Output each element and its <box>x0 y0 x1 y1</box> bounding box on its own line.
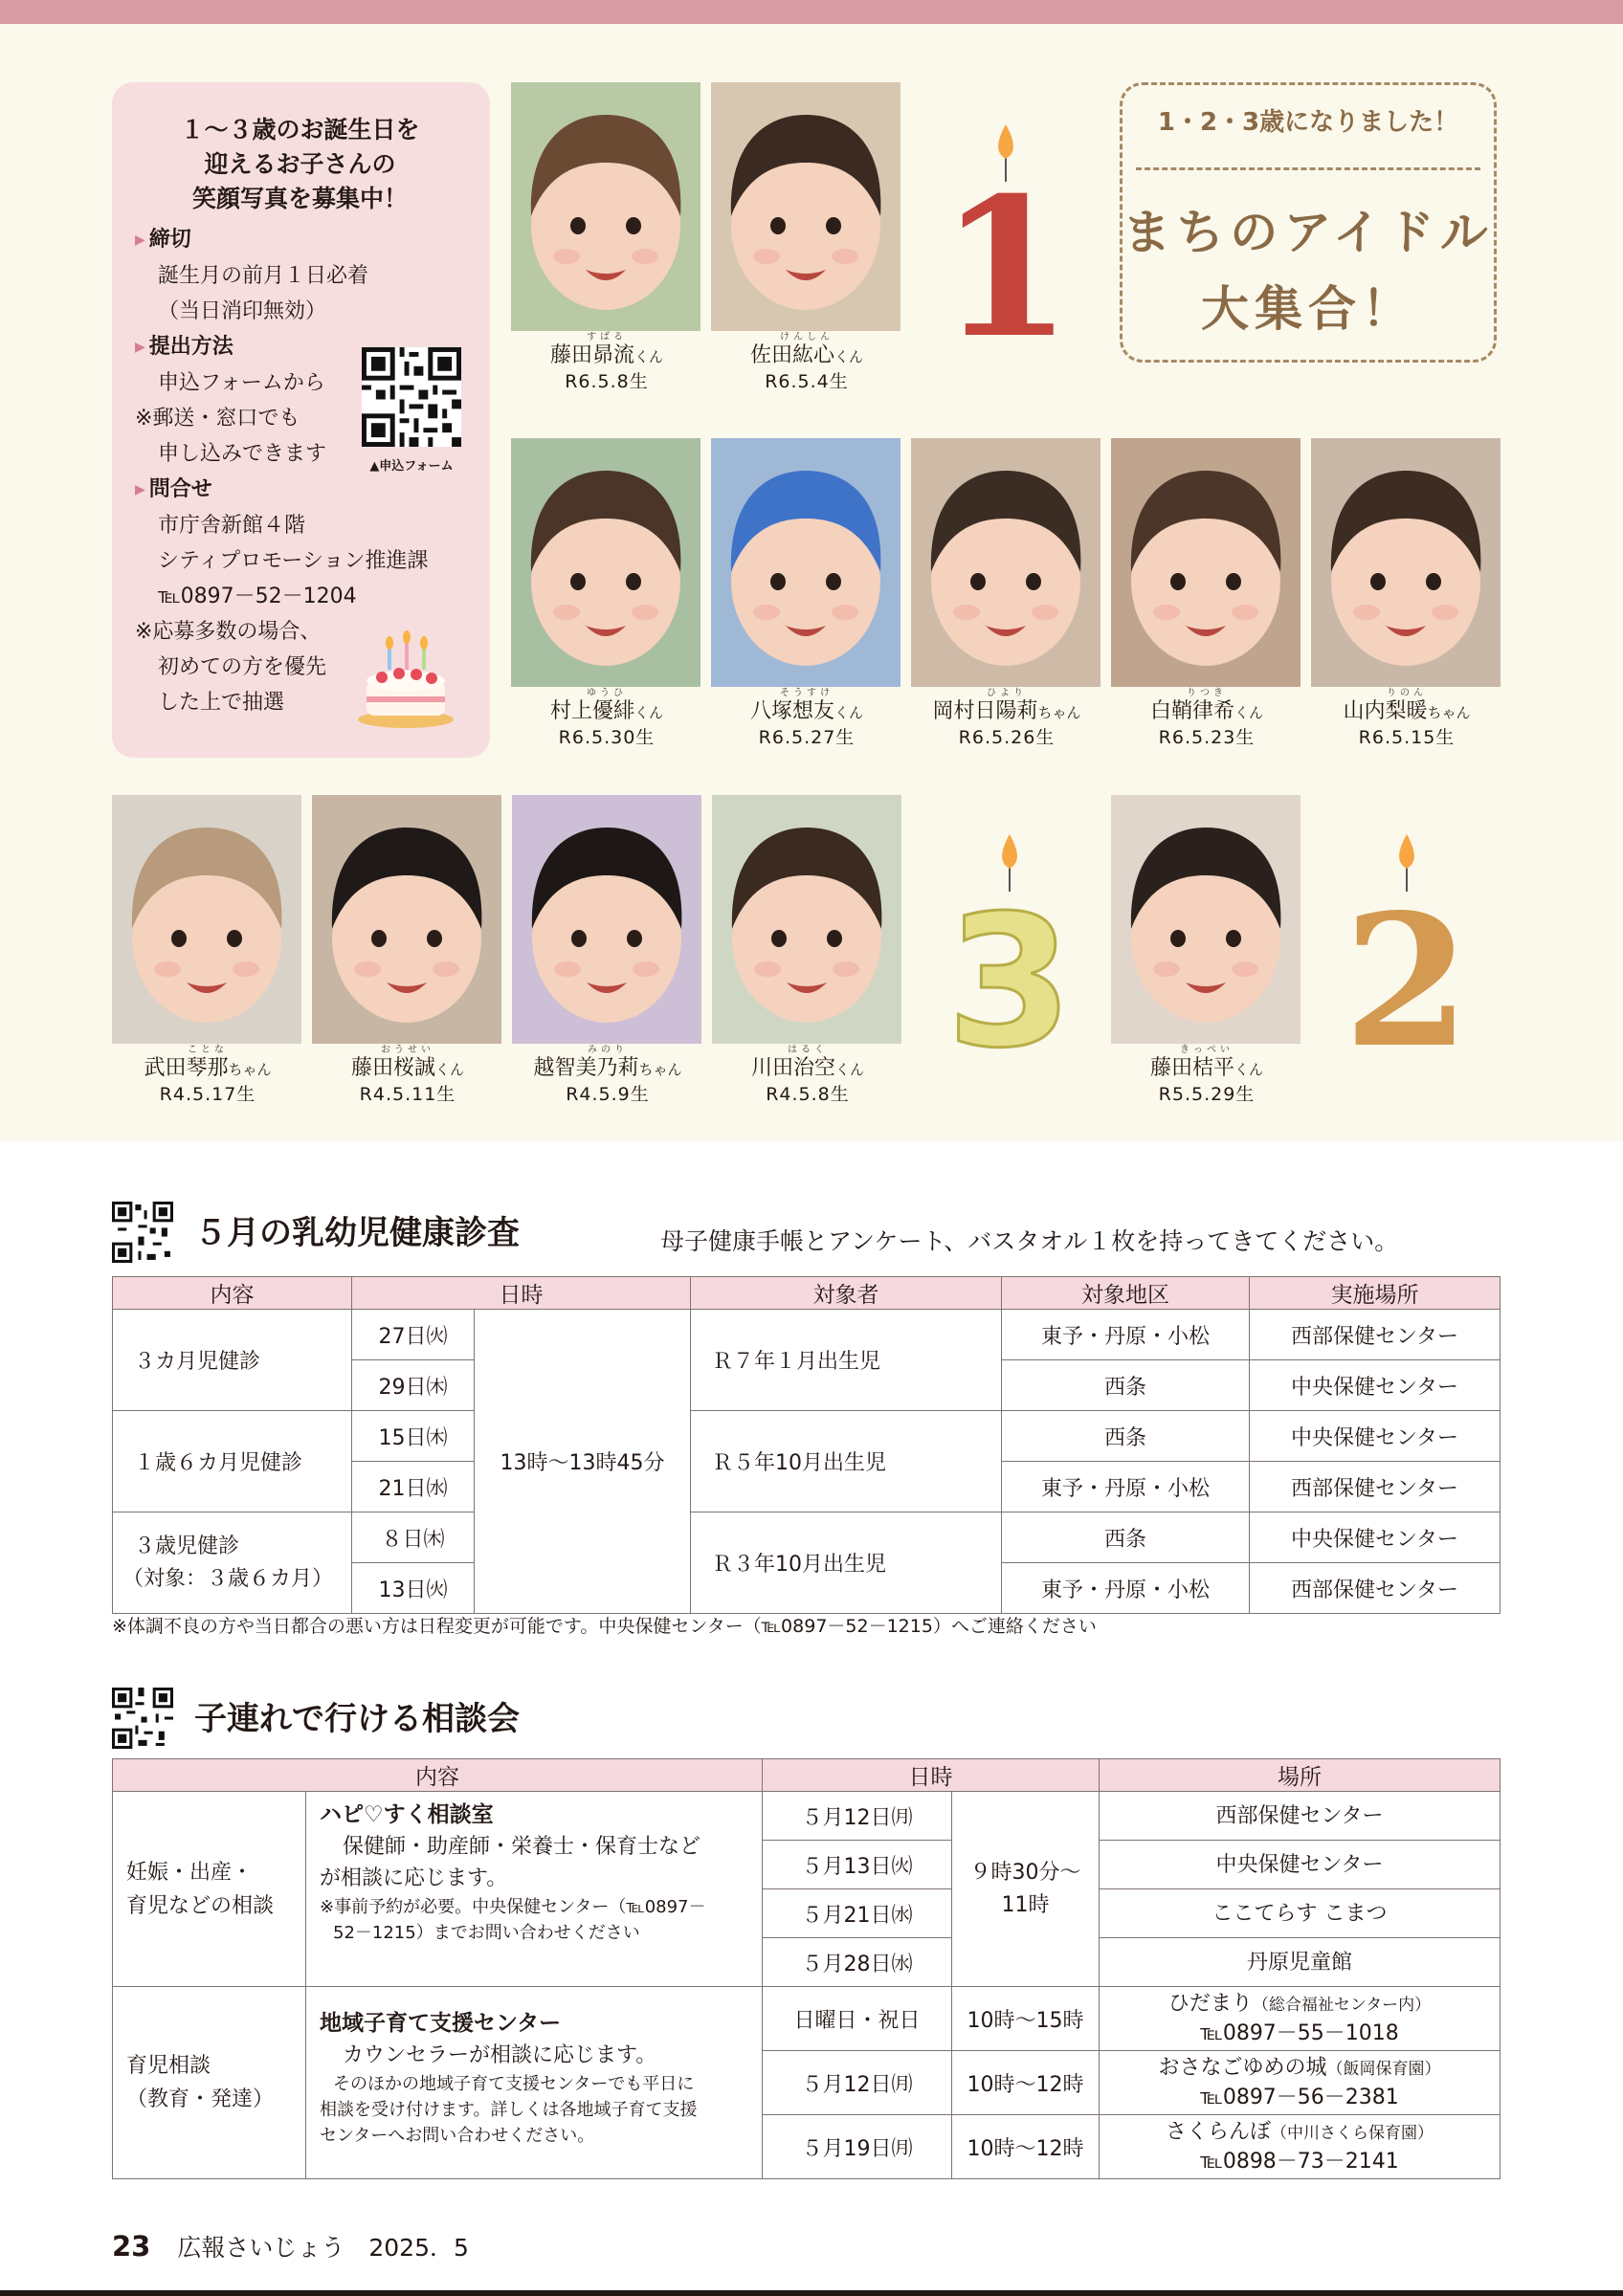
deadline-label: ▶ 締切 <box>135 222 465 258</box>
method-note-2: 申し込みできます <box>158 442 327 466</box>
consult-header-row <box>113 1759 1501 1792</box>
kid-photo <box>511 82 700 331</box>
child-portrait-icon <box>1111 795 1301 1044</box>
kid-name: 川田治空くん <box>750 1056 865 1080</box>
kid-name: 越智美乃莉ちゃん <box>533 1056 682 1080</box>
badge-divider <box>1136 167 1480 170</box>
candle-3-icon <box>945 834 1074 1088</box>
exam-venue: 西部保健センター <box>1250 1310 1501 1360</box>
kid-birthdate: R4.5.9生 <box>566 1084 650 1105</box>
exam-name: ３歳児健診 （対象：３歳６カ月） <box>113 1512 352 1614</box>
kid-photo <box>711 438 900 687</box>
kid-birthdate: R6.5.30生 <box>558 727 656 748</box>
exam-area: 西条 <box>1002 1411 1250 1462</box>
exam-target: Ｒ５年10月出生児 <box>691 1411 1002 1512</box>
kid-card <box>511 438 702 750</box>
lottery-note-3: した上で抽選 <box>158 691 285 715</box>
kid-birthdate: R4.5.17生 <box>159 1084 256 1105</box>
table-row <box>113 1792 1501 1841</box>
name-ruby: けんしん <box>780 332 834 342</box>
consult-time: ９時30分～ 11時 <box>952 1792 1100 1987</box>
kid-birthdate: R6.5.8生 <box>565 371 649 392</box>
exam-date: 15日㈭ <box>352 1411 475 1462</box>
kid-name: 藤田桜誠くん <box>350 1056 465 1080</box>
consult-place: 西部保健センター <box>1100 1792 1501 1841</box>
consult-time: 10時～15時 <box>952 1987 1100 2051</box>
call-headline: １～３歳のお誕生日を 迎えるお子さんの 笑顔写真を募集中！ <box>180 116 420 212</box>
kid-birthdate: R6.5.15生 <box>1358 727 1456 748</box>
consult-place: ここてらす こまつ <box>1100 1889 1501 1938</box>
exam-area: 東予・丹原・小松 <box>1002 1563 1250 1614</box>
name-ruby: ゆうひ <box>587 688 627 698</box>
exam-name: １歳６カ月児健診 <box>113 1411 352 1512</box>
name-ruby: そうすけ <box>780 688 834 698</box>
kid-card <box>512 795 703 1107</box>
consult-date: ５月12日㈪ <box>763 1792 952 1841</box>
kid-card <box>511 82 702 394</box>
table-row <box>113 1987 1501 2051</box>
consult-place: おさなごゆめの城（飯岡保育園） ℡0897－56－2381 <box>1100 2051 1501 2115</box>
checkup-header-row <box>113 1277 1501 1310</box>
kid-birthdate: R6.5.23生 <box>1158 727 1256 748</box>
page-footer <box>112 2229 469 2265</box>
qr-code-icon[interactable] <box>362 347 461 447</box>
bottom-rule <box>0 2290 1623 2296</box>
svg-text:3: 3 <box>945 876 1074 1088</box>
top-accent-bar <box>0 0 1623 24</box>
kid-card <box>911 438 1102 750</box>
kid-birthdate: R6.5.27生 <box>758 727 856 748</box>
col-header-datetime: 日時 <box>763 1759 1100 1792</box>
consult-description: ハピ♡すく相談室 保健師・助産師・栄養士・保育士など が相談に応じます。 ※事前予約が必要。中央保健センター（℡0897－ 52－1215）までお問い合わせください <box>306 1792 763 1987</box>
kid-name: 白鞘律希くん <box>1149 699 1264 723</box>
col-header-place: 場所 <box>1100 1759 1501 1792</box>
exam-venue: 西部保健センター <box>1250 1462 1501 1512</box>
child-portrait-icon <box>711 438 900 687</box>
consult-date: ５月19日㈪ <box>763 2115 952 2179</box>
kid-photo <box>711 82 900 331</box>
exam-venue: 西部保健センター <box>1250 1563 1501 1614</box>
kid-name: 藤田昴流くん <box>549 343 664 367</box>
col-header-content: 内容 <box>113 1277 352 1310</box>
kid-name: 岡村日陽莉ちゃん <box>932 699 1081 723</box>
exam-venue: 中央保健センター <box>1250 1512 1501 1563</box>
kid-name: 藤田桔平くん <box>1149 1056 1264 1080</box>
child-portrait-icon <box>712 795 901 1044</box>
kid-photo <box>1111 438 1301 687</box>
lottery-note: ※応募多数の場合、 <box>135 620 322 644</box>
exam-area: 東予・丹原・小松 <box>1002 1462 1250 1512</box>
exam-target: Ｒ３年10月出生児 <box>691 1512 1002 1614</box>
child-portrait-icon <box>512 795 701 1044</box>
kid-birthdate: R6.5.26生 <box>958 727 1056 748</box>
consult-description: 地域子育て支援センター カウンセラーが相談に応じます。 そのほかの地域子育て支援センターでも平日に 相談を受け付けます。詳しくは各地域子育て支援 センターへお問い合わせください。 <box>306 1987 763 2179</box>
checkup-title: ５月の乳幼児健康診査 <box>194 1214 520 1252</box>
consult-time: 10時～12時 <box>952 2115 1100 2179</box>
kid-card <box>1111 438 1302 750</box>
name-ruby: すばる <box>587 332 627 342</box>
exam-date: 21日㈬ <box>352 1462 475 1512</box>
kid-photo <box>1311 438 1501 687</box>
consult-place: 中央保健センター <box>1100 1841 1501 1889</box>
child-portrait-icon <box>511 438 700 687</box>
consult-category: 育児相談 （教育・発達） <box>113 1987 306 2179</box>
name-ruby: ことな <box>188 1045 228 1055</box>
badge-subtitle: 1・2・3歳になりました！ <box>1157 108 1459 137</box>
child-portrait-icon <box>911 438 1101 687</box>
name-ruby: りつき <box>1187 688 1227 698</box>
consult-place: さくらんぼ（中川さくら保育園） ℡0898－73－2141 <box>1100 2115 1501 2179</box>
table-row <box>113 1411 1501 1462</box>
idol-badge <box>1120 82 1497 363</box>
name-ruby: りのん <box>1387 688 1427 698</box>
consult-table <box>112 1758 1501 2179</box>
contact-tel: ℡0897－52－1204 <box>158 585 357 608</box>
table-row <box>113 1512 1501 1563</box>
publication-name: 広報さいじょう 2025．5 <box>177 2234 469 2262</box>
exam-area: 西条 <box>1002 1512 1250 1563</box>
consult-time: 10時～12時 <box>952 2051 1100 2115</box>
kid-photo <box>911 438 1101 687</box>
child-portrait-icon <box>511 82 700 331</box>
consult-date: ５月12日㈪ <box>763 2051 952 2115</box>
name-ruby: はるく <box>788 1045 828 1055</box>
kid-birthdate: R4.5.11生 <box>359 1084 456 1105</box>
consult-title: 子連れで行ける相談会 <box>194 1700 520 1738</box>
name-ruby: ひより <box>987 688 1027 698</box>
kid-birthdate: R4.5.8生 <box>766 1084 850 1105</box>
exam-date: 13日㈫ <box>352 1563 475 1614</box>
checkup-section-header <box>112 1202 1500 1265</box>
child-portrait-icon <box>1311 438 1501 687</box>
deadline-text: 誕生月の前月１日必着 <box>158 264 369 288</box>
qr-code-icon[interactable] <box>112 1202 173 1263</box>
exam-date: ８日㈭ <box>352 1512 475 1563</box>
kid-photo <box>512 795 701 1044</box>
consult-category: 妊娠・出産・ 育児などの相談 <box>113 1792 306 1987</box>
kid-card <box>1311 438 1502 750</box>
kid-birthdate: R6.5.4生 <box>765 371 849 392</box>
method-label: ▶ 提出方法 <box>135 329 465 365</box>
exam-date: 27日㈫ <box>352 1310 475 1360</box>
checkup-footnote: ※体調不良の方や当日都合の悪い方は日程変更が可能です。中央保健センター（℡0897－52－1215）へご連絡ください <box>112 1616 1097 1637</box>
exam-venue: 中央保健センター <box>1250 1411 1501 1462</box>
kid-photo <box>1111 795 1301 1044</box>
kid-card <box>1111 795 1302 1107</box>
contact-label: ▶ 問合せ <box>135 472 465 508</box>
exam-venue: 中央保健センター <box>1250 1360 1501 1411</box>
name-ruby: おうせい <box>381 1045 434 1055</box>
consult-place: 丹原児童館 <box>1100 1938 1501 1987</box>
exam-name: ３カ月児健診 <box>113 1310 352 1411</box>
child-portrait-icon <box>711 82 900 331</box>
deadline-note: （当日消印無効） <box>158 299 327 323</box>
consult-date: 日曜日・祝日 <box>763 1987 952 2051</box>
kid-name: 武田琴那ちゃん <box>144 1056 272 1080</box>
birthday-cake-icon <box>353 626 458 731</box>
lottery-note-2: 初めての方を優先 <box>158 655 327 679</box>
photo-call-box <box>112 82 490 758</box>
kid-card <box>711 438 902 750</box>
kid-name: 八塚想友くん <box>749 699 864 723</box>
consult-date: ５月28日㈬ <box>763 1938 952 1987</box>
consult-section-header <box>112 1688 1500 1751</box>
exam-time: 13時～13時45分 <box>475 1310 691 1614</box>
col-header-target: 対象者 <box>691 1277 1002 1310</box>
kid-card <box>112 795 303 1107</box>
candle-1-icon <box>939 124 1073 381</box>
kid-card <box>711 82 902 394</box>
contact-dept: シティプロモーション推進課 <box>158 549 429 573</box>
place-tel: ℡0897－55－1018 <box>1200 2021 1399 2045</box>
col-header-datetime: 日時 <box>352 1277 691 1310</box>
method-note: ※郵送・窓口でも <box>135 407 300 430</box>
qr-caption: ▲申込フォーム <box>369 459 454 474</box>
exam-area: 東予・丹原・小松 <box>1002 1310 1250 1360</box>
kid-photo <box>511 438 700 687</box>
kid-card <box>312 795 503 1107</box>
child-portrait-icon <box>112 795 301 1044</box>
col-header-venue: 実施場所 <box>1250 1277 1501 1310</box>
kid-birthdate: R5.5.29生 <box>1158 1084 1256 1105</box>
exam-date: 29日㈭ <box>352 1360 475 1411</box>
consult-date: ５月21日㈬ <box>763 1889 952 1938</box>
child-portrait-icon <box>312 795 501 1044</box>
kid-card <box>712 795 903 1107</box>
kid-photo <box>112 795 301 1044</box>
name-ruby: みのり <box>588 1045 628 1055</box>
place-tel: ℡0897－56－2381 <box>1200 2086 1399 2109</box>
child-portrait-icon <box>1111 438 1301 687</box>
table-row <box>113 1310 1501 1360</box>
name-ruby: きっぺい <box>1180 1045 1234 1055</box>
qr-code-icon[interactable] <box>112 1688 173 1749</box>
contact-office: 市庁舎新館４階 <box>158 514 306 538</box>
place-tel: ℡0898－73－2141 <box>1200 2150 1399 2174</box>
page-number: 23 <box>112 2230 151 2263</box>
kid-name: 山内梨暖ちゃん <box>1343 699 1471 723</box>
exam-target: Ｒ７年１月出生児 <box>691 1310 1002 1411</box>
col-header-area: 対象地区 <box>1002 1277 1250 1310</box>
badge-title: まちのアイドル 大集合！ <box>1123 205 1494 337</box>
checkup-table <box>112 1276 1501 1614</box>
method-text: 申込フォームから <box>158 371 325 395</box>
kid-name: 村上優緋くん <box>549 699 664 723</box>
kid-photo <box>712 795 901 1044</box>
svg-text:1: 1 <box>939 156 1073 381</box>
col-header-content: 内容 <box>113 1759 763 1792</box>
kid-name: 佐田紘心くん <box>749 343 864 367</box>
candle-2-icon <box>1343 834 1471 1088</box>
svg-text:2: 2 <box>1343 874 1471 1088</box>
application-qr[interactable] <box>359 347 464 475</box>
kid-photo <box>312 795 501 1044</box>
checkup-lead: 母子健康手帳とアンケート、バスタオル１枚を持ってきてください。 <box>660 1227 1399 1255</box>
consult-place: ひだまり（総合福祉センター内） ℡0897－55－1018 <box>1100 1987 1501 2051</box>
exam-area: 西条 <box>1002 1360 1250 1411</box>
consult-date: ５月13日㈫ <box>763 1841 952 1889</box>
